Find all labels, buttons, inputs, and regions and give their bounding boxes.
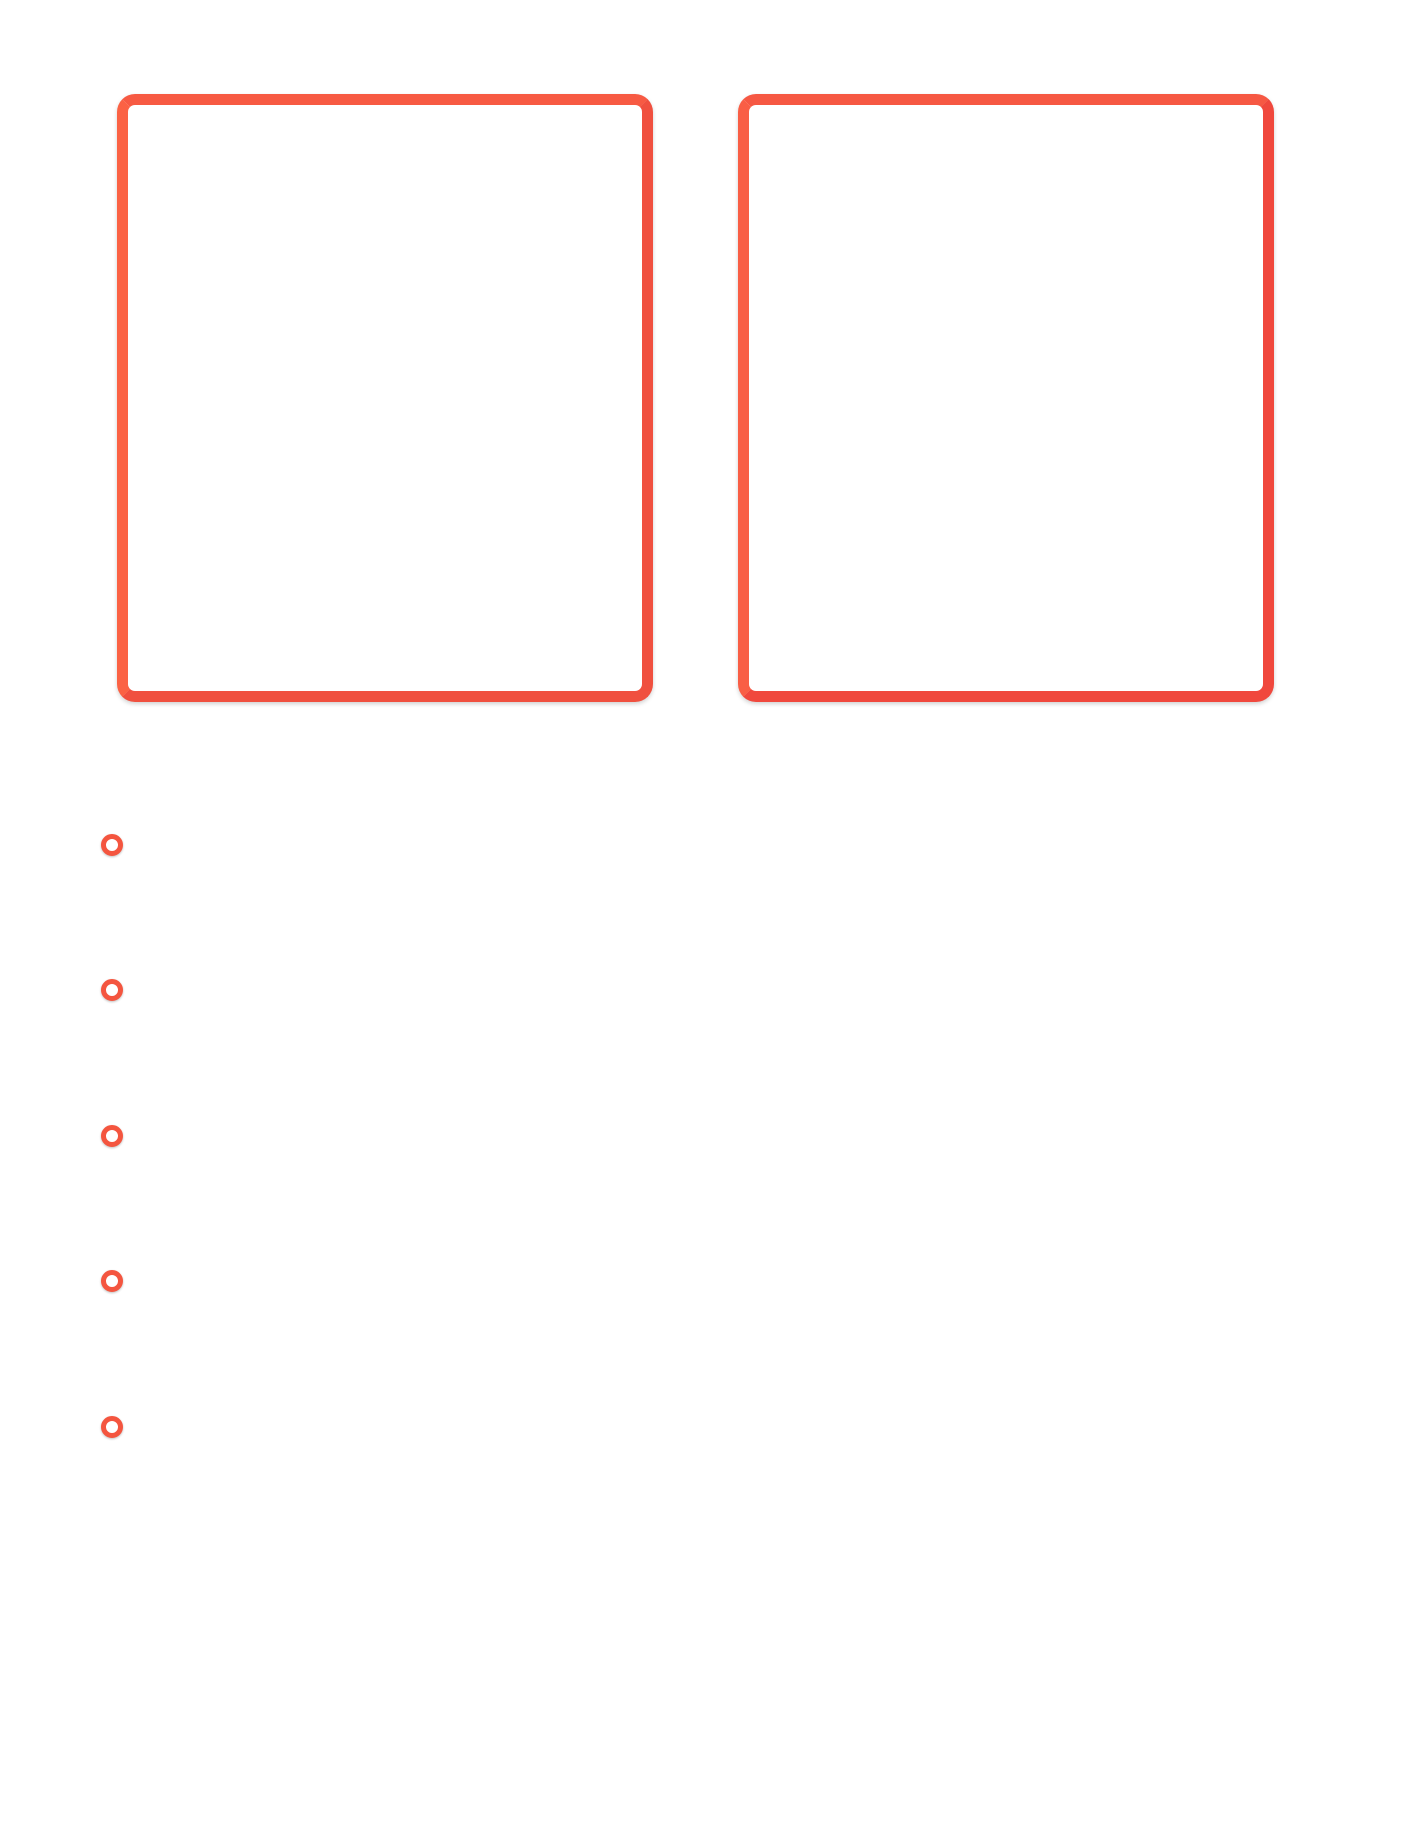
ring-bullet-icon (101, 1125, 123, 1147)
ring-bullet-icon (101, 1416, 123, 1438)
ring-bullet-icon (101, 979, 123, 1001)
ring-bullet-icon (101, 1270, 123, 1292)
ring-bullet-icon (101, 834, 123, 856)
